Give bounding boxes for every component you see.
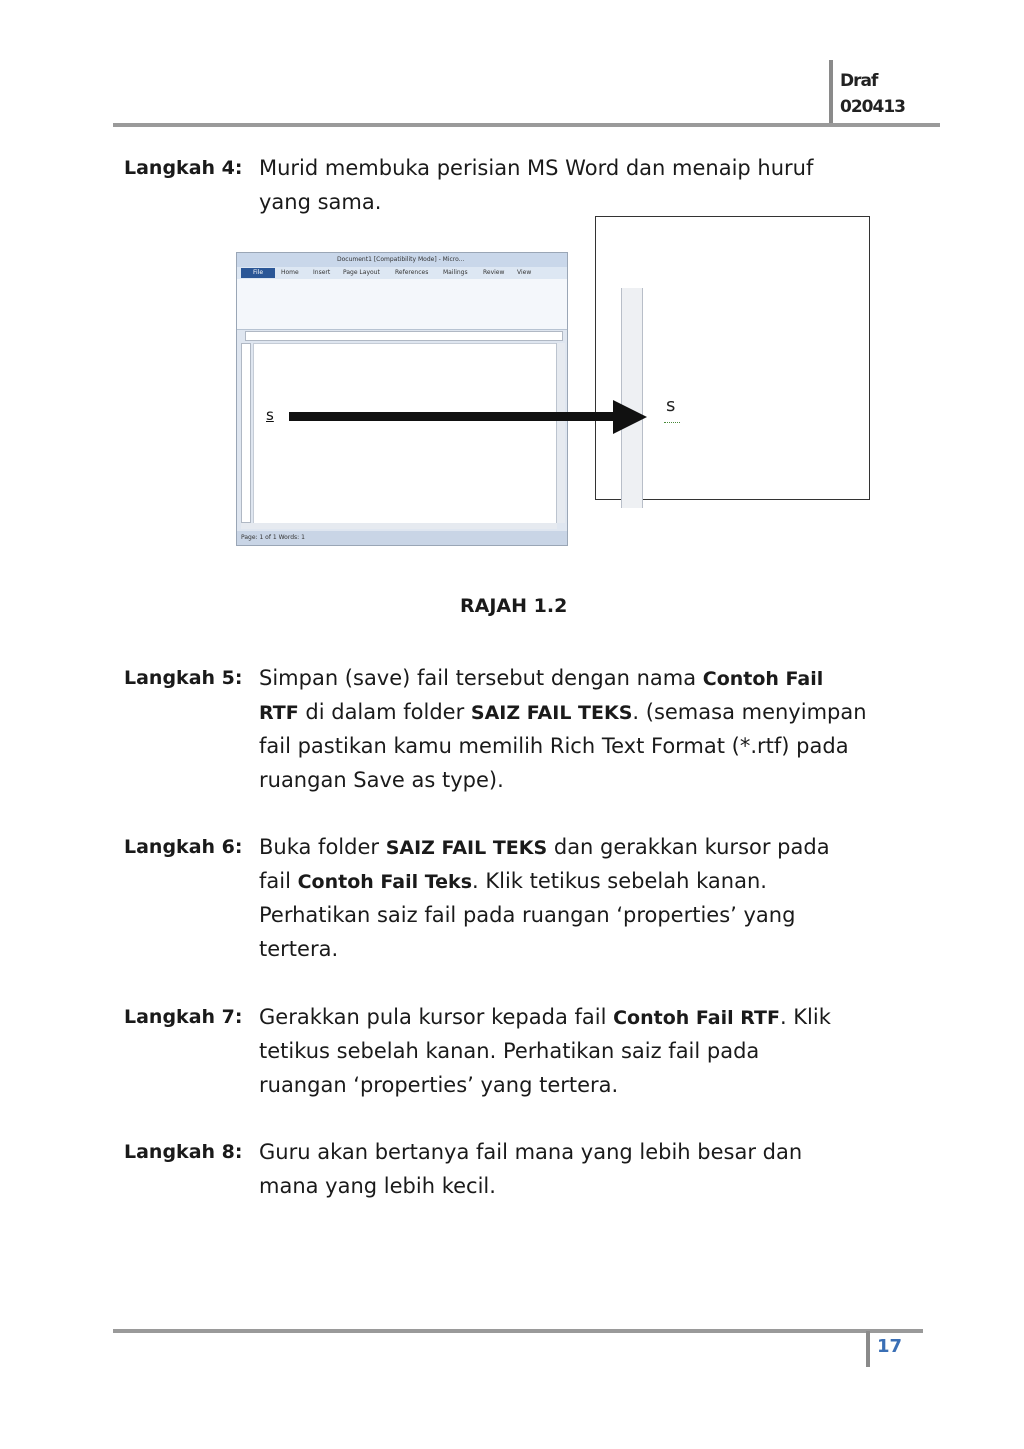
text-run: fail pastikan kamu memilih Rich Text Format (*.rtf) pada [259,734,849,758]
word-file-tab: File [241,268,275,278]
text-run: mana yang lebih kecil. [259,1174,496,1198]
text-run: tertera. [259,937,339,961]
step-label: Langkah 7: [124,1006,243,1028]
word-status-bar [237,531,567,545]
step-line [259,151,813,185]
figure-caption: RAJAH 1.2 [460,595,568,617]
word-tab: Review [483,269,505,276]
word-ribbon [237,279,567,330]
header-rule [113,123,940,127]
word-tab: Insert [313,269,331,276]
word-title-bar [237,253,567,267]
footer-rule [113,1329,923,1333]
step-line [259,1068,831,1102]
text-run: yang sama. [259,190,382,214]
step-line [259,185,813,219]
bold-text: Contoh Fail [702,668,824,690]
step-text [259,1135,802,1203]
step-line [259,763,867,797]
step-line [259,898,830,932]
step-label: Langkah 5: [124,667,243,689]
word-tab: View [517,269,532,276]
word-ribbon-tabs [237,267,567,279]
text-run: Simpan (save) fail tersebut dengan nama [259,666,703,690]
arrow-head-icon [613,400,647,434]
step-text [259,830,830,966]
text-run: Guru akan bertanya fail mana yang lebih besar dan [259,1140,803,1164]
text-run: . (semasa menyimpan [632,700,867,724]
word-screenshot [236,252,568,546]
bold-text: Contoh Fail RTF [613,1007,780,1029]
text-run: . Klik tetikus sebelah kanan. [472,869,767,893]
text-run: Buka folder [259,835,386,859]
step-label: Langkah 8: [124,1141,243,1163]
page-number: 17 [877,1336,903,1357]
step-line [259,864,830,898]
word-vertical-scrollbar [556,343,565,523]
word-horizontal-ruler [245,331,563,341]
step-line [259,695,867,729]
header-divider-vertical [829,60,833,126]
footer-divider-vertical [866,1331,870,1367]
text-run: Perhatikan saiz fail pada ruangan ‘properties’ yang [259,903,796,927]
spellcheck-underline [664,419,680,423]
word-horizontal-scrollbar [241,523,557,529]
step-label: Langkah 6: [124,836,243,858]
zoom-letter: s [666,395,676,416]
text-run: fail [259,869,298,893]
typed-letter: s [266,406,274,424]
step-line [259,1135,802,1169]
step-label: Langkah 4: [124,157,243,179]
text-run: Murid membuka perisian MS Word dan menaip huruf [259,156,814,180]
bold-text: Contoh Fail Teks [297,871,473,893]
text-run: dan gerakkan kursor pada [547,835,830,859]
step-line [259,1034,831,1068]
step-line [259,729,867,763]
arrow-shaft [289,412,619,421]
bold-text: SAIZ FAIL TEKS [470,702,633,724]
text-run: ruangan ‘properties’ yang tertera. [259,1073,619,1097]
step-line [259,1169,802,1203]
draft-line-2: 020413 [840,97,905,117]
step-line [259,830,830,864]
bold-text: RTF [259,702,299,724]
text-run: ruangan Save as type). [259,768,504,792]
word-document-page [253,343,557,525]
zoom-ruler [621,288,643,508]
word-tab: Mailings [443,269,468,276]
step-line [259,661,867,695]
word-tab: References [395,269,429,276]
step-line [259,1000,831,1034]
bold-text: SAIZ FAIL TEKS [385,837,548,859]
word-title: Document1 [Compatibility Mode] - Micro... [337,256,465,263]
draft-label [840,68,905,120]
word-tab: Home [281,269,299,276]
step-text [259,661,867,797]
step-text [259,1000,831,1102]
word-vertical-ruler [241,343,251,523]
text-run: tetikus sebelah kanan. Perhatikan saiz fail pada [259,1039,760,1063]
word-status-text: Page: 1 of 1 Words: 1 [241,534,305,541]
draft-line-1: Draf [840,71,878,91]
text-run: . Klik [779,1005,831,1029]
step-line [259,932,830,966]
text-run: Gerakkan pula kursor kepada fail [259,1005,614,1029]
word-tab: Page Layout [343,269,380,276]
step-text [259,151,813,219]
text-run: di dalam folder [298,700,471,724]
